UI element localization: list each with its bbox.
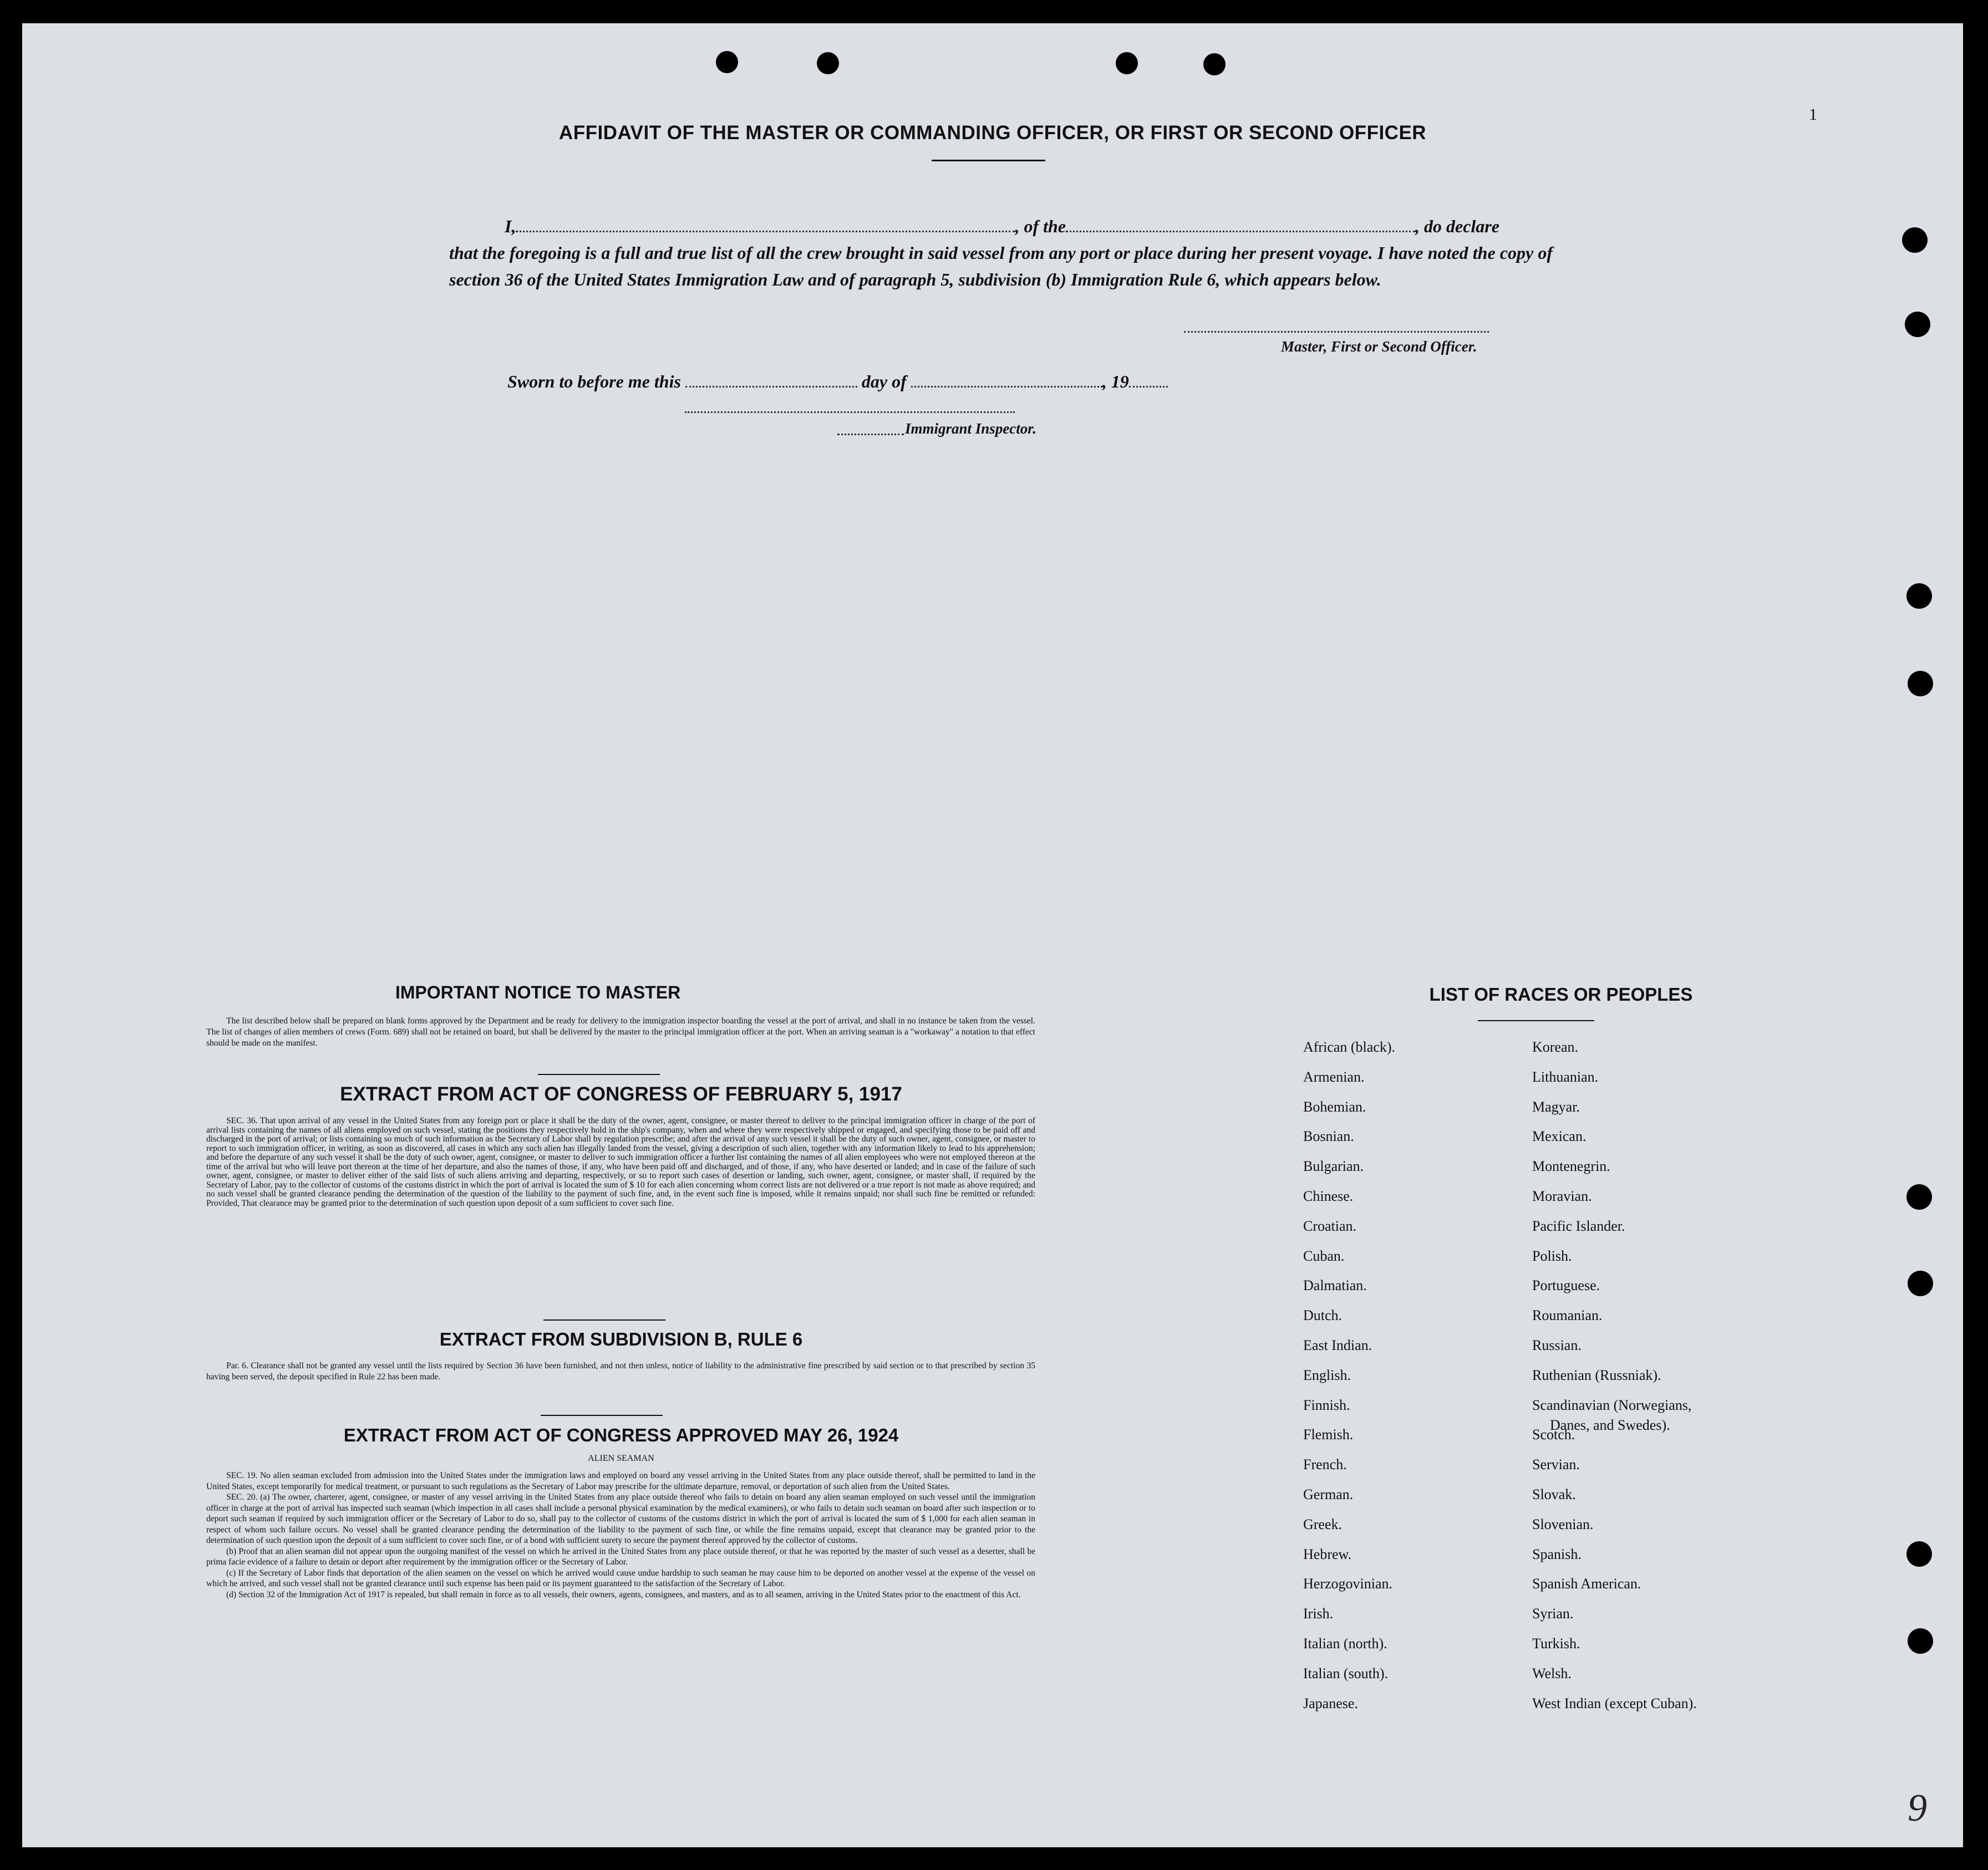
- race-item: Japanese.: [1303, 1695, 1358, 1711]
- race-item: German.: [1303, 1486, 1354, 1502]
- race-item: Welsh.: [1532, 1665, 1572, 1682]
- rule6-rule: [541, 1415, 663, 1416]
- rule6-title: EXTRACT FROM SUBDIVISION B, RULE 6: [439, 1329, 803, 1349]
- race-item: Greek.: [1303, 1516, 1343, 1532]
- declaration-line-1: [449, 213, 1553, 240]
- race-item: Korean.: [1532, 1039, 1579, 1055]
- extract-1924-text: [206, 1470, 1035, 1600]
- punch-hole-top-4: [1203, 53, 1226, 75]
- sworn-prefix: Sworn to before me this: [507, 371, 681, 391]
- notice-text: [206, 1016, 1035, 1049]
- sworn-day-field[interactable]: [685, 371, 857, 388]
- affidavit-title: AFFIDAVIT OF THE MASTER OR COMMANDING OFFICER, OR FIRST OR SECOND OFFICER: [558, 122, 1427, 144]
- punch-hole-side-1: [1902, 227, 1928, 253]
- extract-1924-title: EXTRACT FROM ACT OF CONGRESS APPROVED MAY 26, 1924: [343, 1425, 899, 1445]
- race-item: Mexican.: [1532, 1128, 1587, 1145]
- race-item: Magyar.: [1532, 1098, 1580, 1115]
- signature-line[interactable]: [1184, 331, 1489, 333]
- race-item: Irish.: [1303, 1606, 1334, 1622]
- alien-seaman-subtitle: ALIEN SEAMAN: [588, 1454, 654, 1463]
- punch-hole-side-6: [1908, 1271, 1933, 1296]
- race-item: Syrian.: [1532, 1606, 1574, 1622]
- document-page: [22, 23, 1963, 1847]
- punch-hole-top-3: [1116, 52, 1138, 74]
- race-item: Herzogovinian.: [1303, 1576, 1393, 1592]
- race-item: Finnish.: [1303, 1397, 1350, 1413]
- race-item: Cuban.: [1303, 1247, 1345, 1264]
- race-item: English.: [1303, 1367, 1351, 1383]
- race-item: Moravian.: [1532, 1188, 1592, 1204]
- race-item: Scotch.: [1532, 1426, 1575, 1443]
- race-item: West Indian (except Cuban).: [1532, 1695, 1697, 1711]
- inspector-signature-line[interactable]: [685, 411, 1015, 413]
- extract-1917-rule: [543, 1319, 665, 1321]
- punch-hole-side-4: [1908, 671, 1933, 696]
- sworn-year-label: , 19: [1102, 371, 1129, 391]
- race-item: Russian.: [1532, 1337, 1582, 1353]
- race-item: Italian (north).: [1303, 1635, 1387, 1652]
- race-item: Pacific Islander.: [1532, 1217, 1625, 1234]
- inspector-lead-line: [837, 434, 904, 435]
- race-item: Bulgarian.: [1303, 1158, 1364, 1175]
- of-the-label: , of the: [1015, 216, 1066, 236]
- race-item: Slovenian.: [1532, 1516, 1594, 1532]
- notice-paragraph: The list described below shall be prepared on blank forms approved by the Department and be ready for delivery to the immigration inspector boarding the vessel at the port of arrival, and shall in no instance be taken from the vessel. The list of changes of alien members of crews (Form. 689) shall not be retained on board, but shall be delivered by the master to the principal immigration officer at the port. When an arriving seaman is a "workaway" a notation to that effect should be made on the manifest.: [206, 1016, 1035, 1048]
- race-item: Bosnian.: [1303, 1128, 1354, 1145]
- sworn-year-field[interactable]: [1129, 371, 1168, 388]
- corner-mark: 1: [1809, 105, 1817, 124]
- sec-20b-paragraph: (b) Proof that an alien seaman did not appear upon the outgoing manifest of the vessel on which he arrived in the United States from any place outside thereof, or that he was reported by the master of such vessel as a deserter, shall be prima facie evidence of a failure to detain or deport after requirement by the immigration officer or the Secretary of Labor.: [206, 1546, 1035, 1567]
- race-item: Chinese.: [1303, 1188, 1354, 1204]
- punch-hole-side-2: [1905, 312, 1930, 337]
- race-item: African (black).: [1303, 1039, 1396, 1055]
- notice-title: IMPORTANT NOTICE TO MASTER: [395, 982, 681, 1002]
- punch-hole-side-7: [1906, 1541, 1932, 1567]
- race-item: Bohemian.: [1303, 1098, 1366, 1115]
- sworn-day-label: day of: [861, 371, 907, 391]
- race-item: Spanish American.: [1532, 1576, 1641, 1592]
- affidavit-declaration: [449, 213, 1553, 293]
- race-item: Roumanian.: [1532, 1307, 1603, 1324]
- race-item: Montenegrin.: [1532, 1158, 1610, 1175]
- sec-20a-paragraph: SEC. 20. (a) The owner, charterer, agent, consignee, or master of any vessel arriving in the United States from any place outside thereof who fails to detain on board any alien seaman employed on such vessel until the immigration officer in charge at the port of arrival has inspected such seaman (which inspection in all cases shall include a personal physical examination by the medical examiners), or who fails to detain such seaman on board after such inspection or to deport such seaman if required by such immigration officer or the Secretary of Labor to do so, shall pay to the collector of customs of the customs district in which the port of arrival is located the sum of $ 1,000 for each alien seaman in respect of whom such failure occurs. No vessel shall be granted clearance pending the determination of the liability to the payment of such fine, or while the fine remains unpaid, except that clearance may be granted prior to the determination of such question upon the deposit of a sum sufficient to cover such fine, or of a bond with sufficient surety to secure the payment thereof approved by the collector of customs.: [206, 1492, 1035, 1545]
- signature-label: Master, First or Second Officer.: [1281, 338, 1477, 355]
- punch-hole-side-5: [1906, 1184, 1932, 1210]
- race-item: Armenian.: [1303, 1068, 1365, 1085]
- race-item: Ruthenian (Russniak).: [1532, 1367, 1661, 1383]
- punch-hole-top-1: [716, 51, 738, 73]
- race-item: Slovak.: [1532, 1486, 1576, 1502]
- race-item: Spanish.: [1532, 1546, 1582, 1562]
- declaration-text: that the foregoing is a full and true list of all the crew brought in said vessel from any port or place during her present voyage. I have noted the copy of section 36 of the United States Immigration Law and of paragraph 5, subdivision (b) Immigration Rule 6, which appears below.: [449, 243, 1553, 289]
- extract-1917-title: EXTRACT FROM ACT OF CONGRESS OF FEBRUARY 5, 1917: [340, 1083, 902, 1105]
- do-declare-label: , do declare: [1415, 216, 1499, 236]
- race-item: Turkish.: [1532, 1635, 1580, 1652]
- race-item: Dutch.: [1303, 1307, 1343, 1324]
- race-item: Polish.: [1532, 1247, 1572, 1264]
- section-36-paragraph: SEC. 36. That upon arrival of any vessel in the United States from any foreign port or place it shall be the duty of the owner, agent, consignee, or master thereof to deliver to the principal immigration officer in charge of the port of arrival lists containing the names of all aliens employed on such vessel, stating the positions they respectively hold in the ship's company, when and where they were respectively shipped or engaged, and specifying those to be paid off and discharged in the port of arrival; or lists containing so much of such information as the Secretary of Labor shall by regulation prescribe; and after the arrival of any such vessel it shall be the duty of such owner, agent, consignee, or master to report to such immigration officer, in writing, as soon as discovered, all cases in which any such alien has illegally landed from the vessel, giving a description of such alien, together with any information likely to lead to his apprehension; and before the departure of any such vessel it shall be the duty of such owner, agent, consignee, or master to deliver to such immigration officer a further list containing the names of all alien employees who were not employed thereon at the time of the arrival but who will leave port thereon at the time of her departure, and also the names of those, if any, who have been paid off and discharged, and of those, if any, who have deserted or landed; and in case of the failure of such owner, agent, consignee, or master to deliver either of the said lists of such aliens arriving and departing, respectively, or so to report such cases of desertion or landing, such owner, agent, consignee, or master shall, if required by the Secretary of Labor, pay to the collector of customs of the customs district in which the port of arrival is located the sum of $ 10 for each alien concerning whom correct lists are not delivered or a true report is not made as above required; and no such vessel shall be granted clearance pending the determination of the question of the liability to the payment of such fine, and, in the event such fine is imposed, while it remains unpaid; nor shall such fine be remitted or refunded: Provided, That clearance may be granted prior to the determination of such question upon deposit of a sum sufficient to cover such fine.: [206, 1116, 1035, 1208]
- punch-hole-side-3: [1906, 583, 1932, 609]
- race-scandinavian-continuation: Danes, and Swedes).: [1550, 1417, 1670, 1433]
- title-rule: [932, 160, 1045, 161]
- race-item: Hebrew.: [1303, 1546, 1352, 1562]
- races-title: LIST OF RACES OR PEOPLES: [1429, 984, 1693, 1005]
- race-item: Croatian.: [1303, 1217, 1357, 1234]
- inspector-label: Immigrant Inspector.: [905, 420, 1037, 437]
- race-item: Portuguese.: [1532, 1277, 1600, 1294]
- race-item: Lithuanian.: [1532, 1068, 1599, 1085]
- sworn-line: [507, 371, 1168, 392]
- punch-hole-side-8: [1908, 1628, 1933, 1654]
- race-item: French.: [1303, 1456, 1347, 1473]
- sec-20d-paragraph: (d) Section 32 of the Immigration Act of 1917 is repealed, but shall remain in force as to all vessels, their owners, agents, consignees, and masters, and as to all seamen, arriving in the United States prior to the enactment of this Act.: [226, 1589, 1021, 1599]
- declarant-label: I,: [505, 216, 516, 236]
- rule6-text: [206, 1361, 1035, 1383]
- paragraph-6: Par. 6. Clearance shall not be granted any vessel until the lists required by Section 36 have been furnished, and not then unless, notice of liability to the administrative fine prescribed by said section or to that prescribed by section 35 having been served, the deposit specified in Rule 22 has been made.: [206, 1361, 1035, 1382]
- sworn-month-field[interactable]: [911, 371, 1102, 388]
- punch-hole-top-2: [817, 52, 839, 74]
- extract-1917-text: [206, 1117, 1035, 1208]
- race-item: Scandinavian (Norwegians,: [1532, 1397, 1692, 1413]
- sec-20c-paragraph: (c) If the Secretary of Labor finds that deportation of the alien seamen on the vessel on which he arrived would cause undue hardship to such seaman he may cause him to be deported on another vessel at the expense of the vessel on which he arrived, and such vessel shall not be granted clearance until such expense has been paid or its payment guaranteed to the satisfaction of the Secretary of Labor.: [206, 1568, 1035, 1588]
- race-item: Dalmatian.: [1303, 1277, 1367, 1294]
- race-item: Servian.: [1532, 1456, 1580, 1473]
- race-item: East Indian.: [1303, 1337, 1372, 1353]
- notice-rule: [538, 1074, 660, 1075]
- races-rule: [1478, 1020, 1594, 1021]
- vessel-name-field[interactable]: [1066, 216, 1415, 232]
- bottom-handwritten-mark: 9: [1908, 1787, 1927, 1830]
- race-item: Italian (south).: [1303, 1665, 1389, 1682]
- race-item: Flemish.: [1303, 1426, 1354, 1443]
- sec-19-paragraph: SEC. 19. No alien seaman excluded from admission into the United States under the immigration laws and employed on board any vessel arriving in the United States from any place outside thereof, shall be permitted to land in the United States, except temporarily for medical treatment, or pursuant to such regulations as the Secretary of Labor may prescribe for the ultimate departure, removal, or deportation of such alien from the United States.: [206, 1471, 1035, 1491]
- declarant-name-field[interactable]: [516, 216, 1015, 232]
